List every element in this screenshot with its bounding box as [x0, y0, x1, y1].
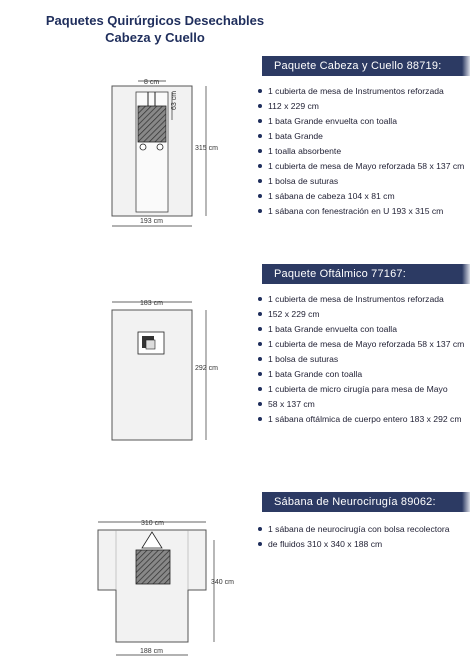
dim-bottom: 188 cm [140, 648, 163, 655]
page-title-line2: Cabeza y Cuello [105, 30, 205, 45]
list-item: de fluidos 310 x 340 x 188 cm [258, 537, 450, 552]
list-item: 1 cubierta de mesa de Instrumentos reforzada [258, 292, 464, 307]
dim-right: 340 cm [211, 579, 234, 586]
section-header-head-neck: Paquete Cabeza y Cuello 88719: [262, 56, 462, 76]
dim-top: 310 cm [141, 520, 164, 527]
list-item: 1 bata Grande envuelta con toalla [258, 322, 464, 337]
list-item: 58 x 137 cm [258, 397, 464, 412]
dim-bottom: 193 cm [140, 218, 163, 225]
list-item: 1 bata Grande [258, 129, 464, 144]
section-header-neurosurgery: Sábana de Neurocirugía 89062: [262, 492, 462, 512]
item-list-head-neck [258, 84, 464, 219]
list-item: 1 cubierta de mesa de Instrumentos reforzada [258, 84, 464, 99]
list-item: 1 cubierta de mesa de Mayo reforzada 58 x 137 cm [258, 159, 464, 174]
list-item: 112 x 229 cm [258, 99, 464, 114]
section-header-ophthalmic: Paquete Oftálmico 77167: [262, 264, 462, 284]
dim-right: 315 cm [195, 145, 218, 152]
drape-diagram-neurosurgery [0, 510, 250, 669]
list-item: 1 bolsa de suturas [258, 174, 464, 189]
drape-outline [112, 310, 192, 440]
list-item: 1 sábana de cabeza 104 x 81 cm [258, 189, 464, 204]
dim-inner: 63 cm [171, 90, 178, 110]
list-item: 1 sábana de neurocirugía con bolsa recolectora [258, 522, 450, 537]
list-item: 1 bata Grande con toalla [258, 367, 464, 382]
list-item: 1 cubierta de micro cirugía para mesa de Mayo [258, 382, 464, 397]
drape-diagram-head-neck [0, 70, 250, 240]
item-list-neurosurgery [258, 522, 450, 552]
head-drape-area [138, 106, 166, 142]
list-item: 152 x 229 cm [258, 307, 464, 322]
page-title [30, 12, 280, 46]
list-item: 1 cubierta de mesa de Mayo reforzada 58 x 137 cm [258, 337, 464, 352]
page-title-line1: Paquetes Quirúrgicos Desechables [45, 13, 265, 28]
list-item: 1 bata Grande envuelta con toalla [258, 114, 464, 129]
list-item: 1 toalla absorbente [258, 144, 464, 159]
list-item: 1 bolsa de suturas [258, 352, 464, 367]
item-list-ophthalmic [258, 292, 464, 427]
dim-right: 292 cm [195, 365, 218, 372]
fluid-collection-bag [136, 550, 170, 584]
drape-diagram-ophthalmic [0, 290, 250, 450]
dim-top: 183 cm [140, 300, 163, 307]
list-item: 1 sábana con fenestración en U 193 x 315 cm [258, 204, 464, 219]
list-item: 1 sábana oftálmica de cuerpo entero 183 x 292 cm [258, 412, 464, 427]
dim-top: 8 cm [144, 79, 160, 86]
